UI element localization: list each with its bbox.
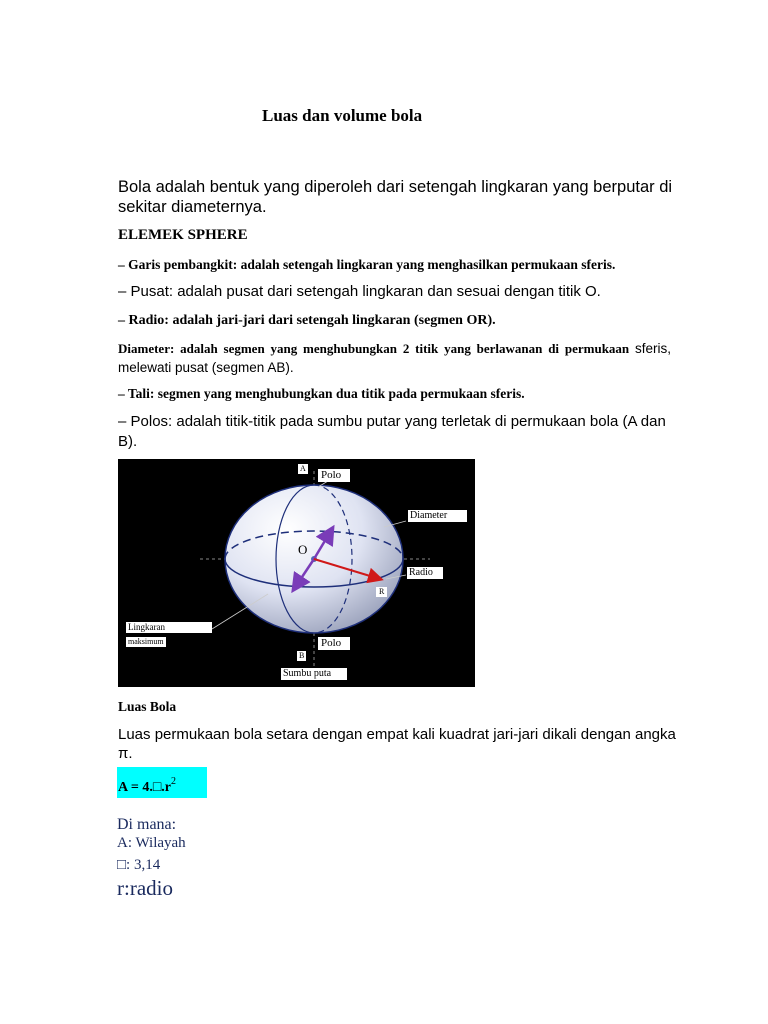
label-radio: Radio [407,567,443,579]
label-polo-bottom: Polo [318,637,350,650]
label-point-b: B [299,651,305,660]
element-diameter-rest: sferis, melewati pusat (segmen AB). [118,341,671,375]
element-pusat: – Pusat: adalah pusat dari setengah lingkaran dan sesuai dengan titik O. [118,283,601,300]
formula-main: A = 4.□.r [118,780,171,795]
label-center-o: O [298,542,308,557]
label-lingkaran: Lingkaran [126,622,212,633]
label-point-a: A [300,464,306,473]
section-heading-luas: Luas Bola [118,699,177,714]
area-formula [118,776,176,796]
label-diameter: Diameter [408,510,467,522]
formula-exponent: 2 [171,776,176,787]
legend-r: r:radio [117,876,173,900]
legend-a: A: Wilayah [117,835,186,851]
element-tali: – Tali: segmen yang menghubungkan dua titik pada permukaan sferis. [118,386,525,401]
label-maksimum: maksimum [128,637,164,646]
legend-pi: □: 3,14 [117,857,161,873]
element-polos: – Polos: adalah titik-titik pada sumbu putar yang terletak di permukaan bola (A dan B). [118,413,666,450]
page-title: Luas dan volume bola [262,106,423,125]
legend-heading: Di mana: [117,816,177,833]
label-polo-top: Polo [318,469,350,482]
label-point-r: R [376,587,387,597]
element-diameter-bold: Diameter: adalah segmen yang menghubungkan 2 titik yang berlawanan di permukaan [118,341,630,356]
section-heading-elements: ELEMEK SPHERE [118,227,248,243]
element-garis-pembangkit: – Garis pembangkit: adalah setengah lingkaran yang menghasilkan permukaan sferis. [118,257,616,272]
luas-paragraph: Luas permukaan bola setara dengan empat kali kuadrat jari-jari dikali dengan angka π. [118,726,676,762]
formula-highlight [117,767,207,798]
label-sumbu-putar: Sumbu puta [281,668,347,680]
sphere-diagram [118,459,475,687]
element-diameter [118,339,671,377]
element-radio: – Radio: adalah jari-jari dari setengah lingkaran (segmen OR). [118,313,496,328]
intro-paragraph: Bola adalah bentuk yang diperoleh dari setengah lingkaran yang berputar di sekitar diameternya. [118,178,673,216]
